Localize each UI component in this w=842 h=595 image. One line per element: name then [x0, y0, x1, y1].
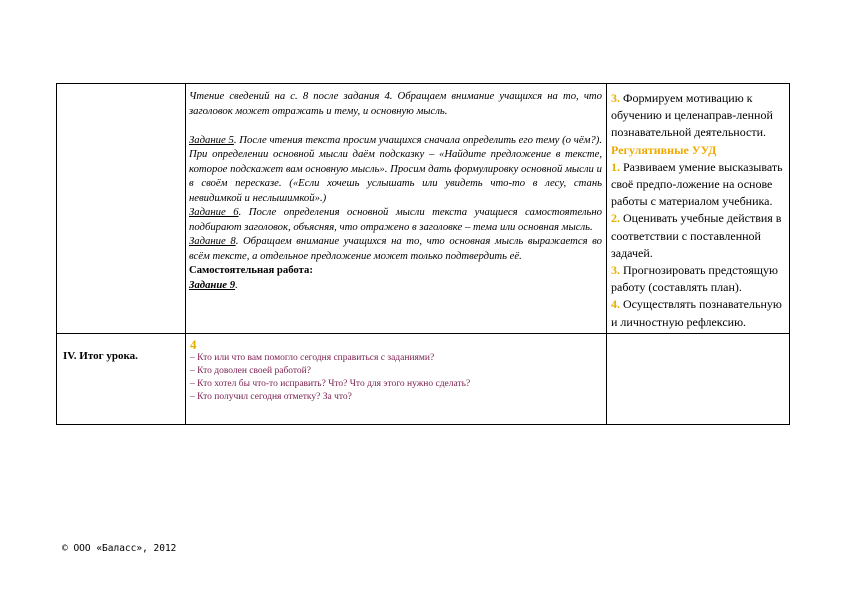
- independent-work-heading: Самостоятельная работа:: [189, 264, 313, 276]
- uud-cell-empty: [607, 333, 790, 424]
- stage-cell: [57, 333, 186, 424]
- uud-item: [611, 296, 786, 330]
- question-line: – Кто получил сегодня отметку? За что?: [190, 391, 352, 402]
- task9-paragraph: [189, 278, 602, 293]
- uud-item-text: Осуществлять познавательную и личностную рефлексию.: [611, 297, 782, 329]
- copyright-footer: © ООО «Баласс», 2012: [62, 543, 177, 554]
- lesson-table: [56, 83, 790, 425]
- uud-item-number: 4.: [611, 297, 620, 312]
- task8-paragraph: [189, 234, 602, 263]
- uud-item: [611, 262, 786, 296]
- uud-item: [611, 159, 786, 211]
- task6-text: . После определения основной мысли текста учащиеся самостоятельно подбирают заголовок, объясняя, что отражено в заголовке – тема или основная мысль.: [189, 206, 602, 233]
- uud-cell: [607, 84, 790, 334]
- task5-paragraph: [189, 133, 602, 206]
- uud-item-text: Формируем мотивацию к обучению и целенаправ-ленной познавательной деятельности.: [611, 91, 773, 140]
- question-line: – Кто хотел бы что-то исправить? Что? Что для этого нужно сделать?: [190, 378, 471, 389]
- uud-item: [611, 210, 786, 262]
- summary-questions-cell: [186, 333, 607, 424]
- question-line: – Кто или что вам помогло сегодня справиться с заданиями?: [190, 352, 435, 363]
- uud-item-number: 3.: [611, 91, 620, 105]
- uud-item-text: Развиваем умение высказывать своё предпо-ложение на основе работы с материалом учебника.: [611, 159, 783, 209]
- question-line: – Кто доволен своей работой?: [190, 365, 311, 376]
- uud-item-motivation: [611, 90, 786, 142]
- task9-dot: .: [235, 278, 238, 291]
- teacher-activity-cell: [186, 84, 607, 334]
- stage-title: IV. Итог урока.: [63, 349, 138, 362]
- task9-label: Задание 9: [189, 278, 236, 291]
- reading-paragraph: Чтение сведений на с. 8 после задания 4. Обращаем внимание учащихся на то, что заголовок может отражать и тему, и основную мысль.: [189, 90, 602, 117]
- stage-cell-empty: [57, 84, 186, 334]
- table-row: [57, 84, 790, 334]
- task8-label: Задание 8: [189, 235, 236, 247]
- task6-paragraph: [189, 205, 602, 234]
- table-row: [57, 333, 790, 424]
- task6-label: Задание 6: [189, 206, 239, 218]
- uud-item-text: Прогнозировать предстоящую работу (составлять план).: [611, 263, 779, 295]
- regulative-uud-heading: Регулятивные УУД: [611, 142, 717, 157]
- task5-text: . После чтения текста просим учащихся сначала определить его тему (о чём?). При определении основной мысли даём подсказку – «Найдите предложение в тексте, которое подскажет вам основную мысль». Просим дать формулировку основной мысли и в своём пересказе. («Если хочешь услышать или увидеть что-то в лесу, стань невидимкой и неслышимкой».): [189, 133, 602, 204]
- task5-label: Задание 5: [189, 133, 234, 146]
- summary-number: 4: [190, 336, 197, 352]
- uud-item-number: 2.: [611, 211, 620, 226]
- uud-item-number: 3.: [611, 263, 620, 278]
- uud-item-text: Оценивать учебные действия в соответствии с поставленной задачей.: [611, 211, 782, 260]
- uud-item-number: 1.: [611, 159, 620, 174]
- task8-text: . Обращаем внимание учащихся на то, что основная мысль выражается во всём тексте, а отдельное предложение может только подтвердить её.: [189, 235, 602, 262]
